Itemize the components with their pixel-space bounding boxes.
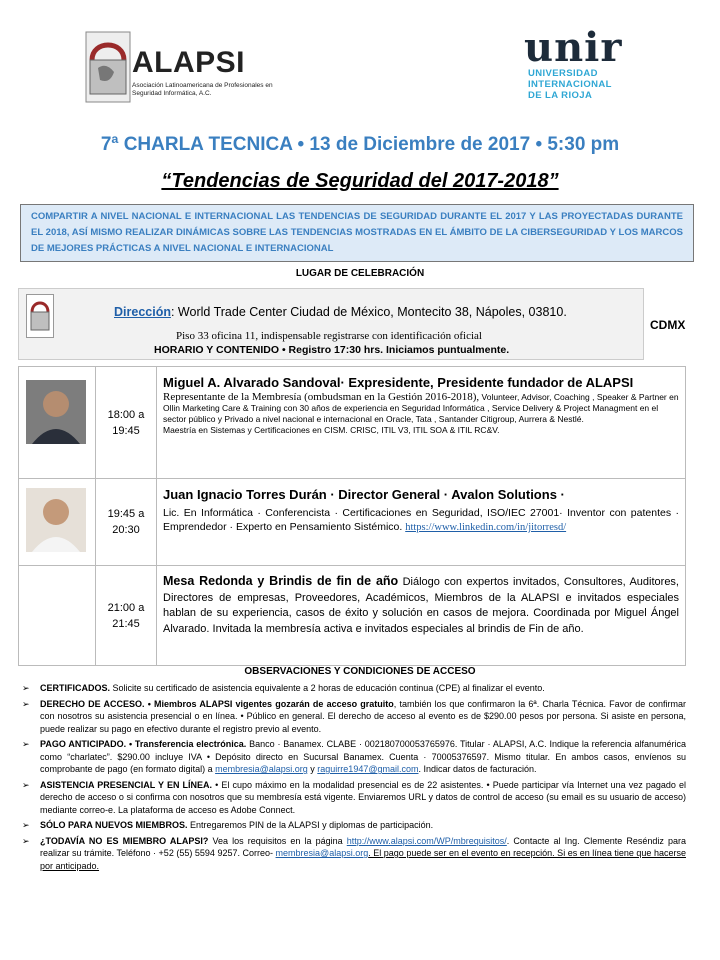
arrow-bullet-icon: ➢ <box>22 820 30 830</box>
speaker-cell <box>157 566 686 666</box>
session-description: Diálogo con expertos invitados, Consultores, Auditores, Directores de empresas, Proveedores, Académicos, Miembros de la ALAPSI e invitados especiales hablan de su experiencia, casos de éxito y solución en casos de mejora. Coordinada por Miguel Ángel Alvarado. Invitada la membresía activa e invitados especiales al brindis de Fin de año. <box>163 576 679 635</box>
item-text: Banco · Banamex. CLABE · 002180700053765976. Titular · ALAPSI, A.C. Indique la referencia alfanumérica como “charlatec”. $290.00 incluye IVA • Depósito directo en Sucursal Banamex. Cuenta · 70005376597. Mismo titular. En ambos casos, envíenos su comprobante de pago (en formato digital) a <box>40 739 687 774</box>
email-link[interactable]: membresia@alapsi.org <box>215 764 308 774</box>
unir-tagline-1: UNIVERSIDAD <box>528 68 598 79</box>
linkedin-link[interactable]: https://www.linkedin.com/in/jitorresd/ <box>405 522 567 533</box>
agenda-row <box>19 566 686 666</box>
time-end: 20:30 <box>112 524 140 536</box>
time-start: 21:00 a <box>107 601 145 614</box>
unir-tagline-3: DE LA RIOJA <box>528 90 593 101</box>
venue-address <box>114 305 567 319</box>
speaker-role: Representante de la Membresía (ombudsman en la Gestión 2016-2018), <box>163 391 480 403</box>
event-subtitle: “Tendencias de Seguridad del 2017-2018” <box>161 170 559 192</box>
speaker-bio-text: Lic. En Informática · Conferencista · Certificaciones en Seguridad, ISO/IEC 27001· Inventor con patentes · Emprendedor · Experto en Pensamiento Sistémico. <box>163 507 679 533</box>
arrow-bullet-icon: ➢ <box>22 739 30 749</box>
speaker-bio <box>163 506 679 535</box>
list-item <box>22 835 686 873</box>
item-lead: SÓLO PARA NUEVOS MIEMBROS. <box>40 820 188 830</box>
list-item <box>22 819 686 832</box>
email-link[interactable]: membresia@alapsi.org <box>275 848 369 858</box>
item-text: y <box>307 764 318 774</box>
venue-heading: LUGAR DE CELEBRACIÓN <box>295 268 425 279</box>
item-text: , también los que confirmaron la 6ª. Charla Técnica. Favor de confirmar con nosotros su asistencia presencial o en línea. • Público en general. El derecho de acceso al evento es de $290.00 pesos por persona. Si asiste en persona, puede realizar su pago en efectivo durante el registro previo al evento. <box>40 698 686 734</box>
intro-text: COMPARTIR A NIVEL NACIONAL E INTERNACIONAL LAS TENDENCIAS DE SEGURIDAD DURANTE EL 2017 Y LAS PROYECTADAS DURANTE EL 2018, ASÍ MISMO REALIZAR DINÁMICAS SOBRE LAS TENDENCIAS MOSTRADAS EN EL ÁMBITO DE LA CIBERSEGURIDAD Y LOS MARCOS DE MEJORES PRÁCTICAS A NIVEL NACIONAL E INTERNACIONAL <box>31 211 683 254</box>
speaker-bio-extra: Maestría en Sistemas y Certificaciones en CISM. CRISC, ITIL V3, ITIL SOA & ITIL RC&V. <box>163 425 500 435</box>
item-text: . Indicar datos de facturación. <box>418 764 537 774</box>
speaker-photo-2 <box>26 488 86 552</box>
agenda-table <box>18 366 686 666</box>
speaker-name: Miguel A. Alvarado Sandoval· Expresidente, Presidente fundador de ALAPSI <box>163 375 634 390</box>
item-lead: CERTIFICADOS. <box>40 683 111 693</box>
item-text: . Contacte al Ing. Clemente Reséndiz para realizar su trámite. Teléfono · +52 (55) 5594 9257. Correo- <box>40 835 687 858</box>
time-cell <box>96 566 157 666</box>
time-start: 19:45 a <box>107 508 145 520</box>
item-text: Vea los requisitos en la página <box>208 835 347 846</box>
time-cell <box>96 367 157 479</box>
photo-cell <box>19 367 96 479</box>
list-item <box>22 698 686 736</box>
unir-tagline <box>528 68 612 101</box>
arrow-bullet-icon: ➢ <box>22 698 30 709</box>
speaker-bio <box>163 392 679 436</box>
photo-cell <box>19 479 96 566</box>
item-lead: ASISTENCIA PRESENCIAL Y EN LÍNEA. <box>40 779 213 790</box>
time-end: 19:45 <box>112 424 140 437</box>
agenda-row <box>19 367 686 479</box>
item-text: • El cupo máximo en la modalidad presencial es de 22 asistentes. • Puede participar vía Internet una vez pagado el derecho de acceso o si confirma con nosotros que su membresía está vigente. Enviaremos URL y datos de control de acceso (su email es su usuario de acceso) mediante correo-e. La plataforma de acceso es Adobe Connect. <box>40 779 687 815</box>
photo-cell <box>19 566 96 666</box>
unir-tagline-2: INTERNACIONAL <box>528 79 612 90</box>
venue-floor: Piso 33 oficina 11, indispensable registrarse con identificación oficial <box>176 330 482 342</box>
session-name: Mesa Redonda y Brindis de fin de año <box>163 574 399 588</box>
list-item <box>22 779 686 817</box>
item-text: Solicite su certificado de asistencia equivalente a 2 horas de educación continua (CPE) al finalizar el evento. <box>110 683 545 693</box>
venue-schedule: HORARIO Y CONTENIDO • Registro 17:30 hrs. Iniciamos puntualmente. <box>154 344 510 356</box>
speaker-bio-text: Volunteer, Advisor, Coaching , Speaker & Partner en Ollin Marketing Care & Training con 30 años de experiencia en Seguridad Informática , Service Delivery & Project Managment en el sector público y Privado a nivel nacional e internacional en Oracle, Tata , Santander Citigroup, Aurrera & Nestlé. <box>163 392 679 424</box>
item-lead: DERECHO DE ACCESO. • Miembros ALAPSI vigentes gozarán de acceso gratuito <box>40 698 394 709</box>
address-label[interactable]: Dirección <box>114 305 171 319</box>
arrow-bullet-icon: ➢ <box>22 779 30 790</box>
agenda-row <box>19 479 686 566</box>
arrow-bullet-icon: ➢ <box>22 683 30 693</box>
intro-box <box>20 204 694 262</box>
observations-heading: OBSERVACIONES Y CONDICIONES DE ACCESO <box>244 666 476 677</box>
time-cell <box>96 479 157 566</box>
event-title: 7ª CHARLA TECNICA • 13 de Diciembre de 2017 • 5:30 pm <box>100 134 620 155</box>
list-item <box>22 738 686 776</box>
observations-list <box>22 682 686 875</box>
venue-logo-icon <box>26 294 54 338</box>
alapsi-tagline: Asociación Latinoamericana de Profesionales en Seguridad Informática, A.C. <box>132 82 273 97</box>
venue-city: CDMX <box>650 318 686 332</box>
unir-wordmark: unir <box>524 24 623 71</box>
item-lead: ¿TODAVÍA NO ES MIEMBRO ALAPSI? <box>40 835 209 846</box>
address-text: : World Trade Center Ciudad de México, Montecito 38, Nápoles, 03810. <box>170 305 567 319</box>
time-start: 18:00 a <box>107 408 145 421</box>
item-text: . El pago puede ser en el evento en recepción. Si es en línea tiene que hacerse por anticipado. <box>40 848 686 871</box>
item-text: Entregaremos PIN de la ALAPSI y diplomas de participación. <box>187 820 434 830</box>
alapsi-wordmark: ALAPSI <box>132 46 246 79</box>
arrow-bullet-icon: ➢ <box>22 835 30 846</box>
speaker-name: Juan Ignacio Torres Durán · Director General · Avalon Solutions · <box>163 487 565 502</box>
list-item <box>22 682 686 695</box>
speaker-cell <box>157 479 686 566</box>
speaker-photo-1 <box>26 380 86 444</box>
item-lead: PAGO ANTICIPADO. • Transferencia electrónica. <box>40 739 247 749</box>
email-link[interactable]: raguirre1947@gmail.com <box>317 764 419 774</box>
speaker-cell <box>157 367 686 479</box>
time-end: 21:45 <box>112 617 140 630</box>
requirements-link[interactable]: http://www.alapsi.com/WP/mbrequisitos/ <box>346 835 507 846</box>
